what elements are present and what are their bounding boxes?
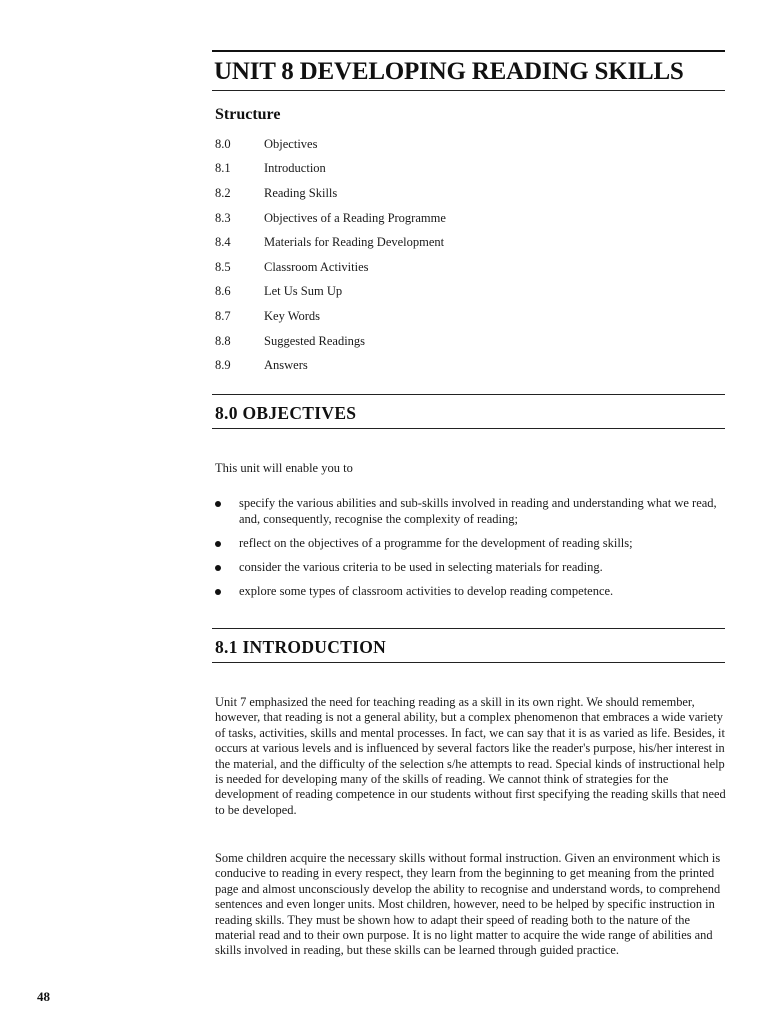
- page-number: 48: [37, 989, 50, 1004]
- objectives-heading: 8.0 OBJECTIVES: [215, 403, 357, 423]
- bullet-icon: [215, 565, 221, 571]
- introduction-heading: 8.1 INTRODUCTION: [215, 637, 387, 657]
- toc-number: 8.8: [215, 333, 231, 348]
- objective-text: explore some types of classroom activities to develop reading competence.: [239, 583, 614, 598]
- objective-text: consider the various criteria to be used in selecting materials for reading.: [239, 559, 603, 574]
- toc-title: Reading Skills: [264, 185, 338, 200]
- toc-number: 8.4: [215, 235, 231, 250]
- toc-item: [215, 353, 446, 378]
- introduction-top-rule: [212, 628, 725, 629]
- objective-item: [215, 584, 725, 600]
- objective-text: specify the various abilities and sub-skills involved in reading and understanding what we read, and, consequently, recognise the complexity of reading;: [239, 496, 717, 526]
- objectives-intro: This unit will enable you to: [215, 461, 353, 475]
- toc-item: [215, 304, 446, 329]
- toc-item: [215, 280, 446, 305]
- toc-item: [215, 230, 446, 255]
- bullet-icon: [215, 589, 221, 595]
- toc-item: [215, 329, 446, 354]
- toc-title: Objectives of a Reading Programme: [264, 210, 446, 225]
- objectives-list: [215, 496, 725, 608]
- toc-number: 8.2: [215, 185, 231, 200]
- toc-item: [215, 255, 446, 280]
- toc-item: [215, 181, 446, 206]
- toc-number: 8.5: [215, 259, 231, 274]
- toc-title: Introduction: [264, 161, 326, 176]
- objective-item: [215, 560, 725, 576]
- toc-item: [215, 132, 446, 157]
- introduction-paragraph-2: Some children acquire the necessary skills without formal instruction. Given an environment which is conducive to reading in every respect, they learn from the beginning to get meaning from the printed page and almost unconsciously develop the ability to recognise and understand words, to comprehend sentences and even longer units. Most children, however, need to be helped by specific instruction in reading skills. They must be shown how to adapt their speed of reading both to the nature of the material read and to their own purpose. It is no light matter to acquire the wide range of abilities and skills involved in reading, but these skills can be learned through guided practice.: [215, 851, 721, 958]
- toc-number: 8.1: [215, 161, 231, 176]
- objective-item: [215, 496, 725, 527]
- title-top-rule: [212, 50, 725, 52]
- objective-item: [215, 536, 725, 552]
- toc-number: 8.7: [215, 308, 231, 323]
- toc-title: Suggested Readings: [264, 333, 366, 348]
- toc-number: 8.3: [215, 210, 231, 225]
- structure-heading: Structure: [215, 106, 281, 123]
- bullet-icon: [215, 541, 221, 547]
- toc-title: Key Words: [264, 308, 321, 323]
- unit-title: UNIT 8 DEVELOPING READING SKILLS: [214, 58, 684, 85]
- toc-number: 8.0: [215, 136, 231, 151]
- objective-text: reflect on the objectives of a programme for the development of reading skills;: [239, 535, 633, 550]
- bullet-icon: [215, 501, 221, 507]
- toc-title: Objectives: [264, 136, 318, 151]
- toc-title: Classroom Activities: [264, 259, 369, 274]
- toc-item: [215, 206, 446, 231]
- objectives-top-rule: [212, 394, 725, 395]
- toc-number: 8.9: [215, 358, 231, 373]
- introduction-bottom-rule: [212, 662, 725, 663]
- table-of-contents: [215, 132, 446, 378]
- toc-title: Materials for Reading Development: [264, 235, 445, 250]
- toc-item: [215, 157, 446, 182]
- toc-number: 8.6: [215, 284, 231, 299]
- title-bottom-rule: [212, 90, 725, 91]
- toc-title: Let Us Sum Up: [264, 284, 343, 299]
- toc-title: Answers: [264, 358, 308, 373]
- objectives-bottom-rule: [212, 428, 725, 429]
- introduction-paragraph-1: Unit 7 emphasized the need for teaching reading as a skill in its own right. We should remember, however, that reading is not a general ability, but a complex phenomenon that embraces a wide variety of tasks, activities, skills and mental processes. In fact, we can say that it is as varied as life. Besides, it occurs at various levels and is influenced by several factors like the reader's purpose, his/her interest in the material, and the difficulty of the selection s/he attempts to read. Special kinds of instructional help is needed for developing many of the skills of reading. We cannot think of strategies for the development of reading competence in our students without first specifying the reading skills that need to be developed.: [215, 695, 726, 817]
